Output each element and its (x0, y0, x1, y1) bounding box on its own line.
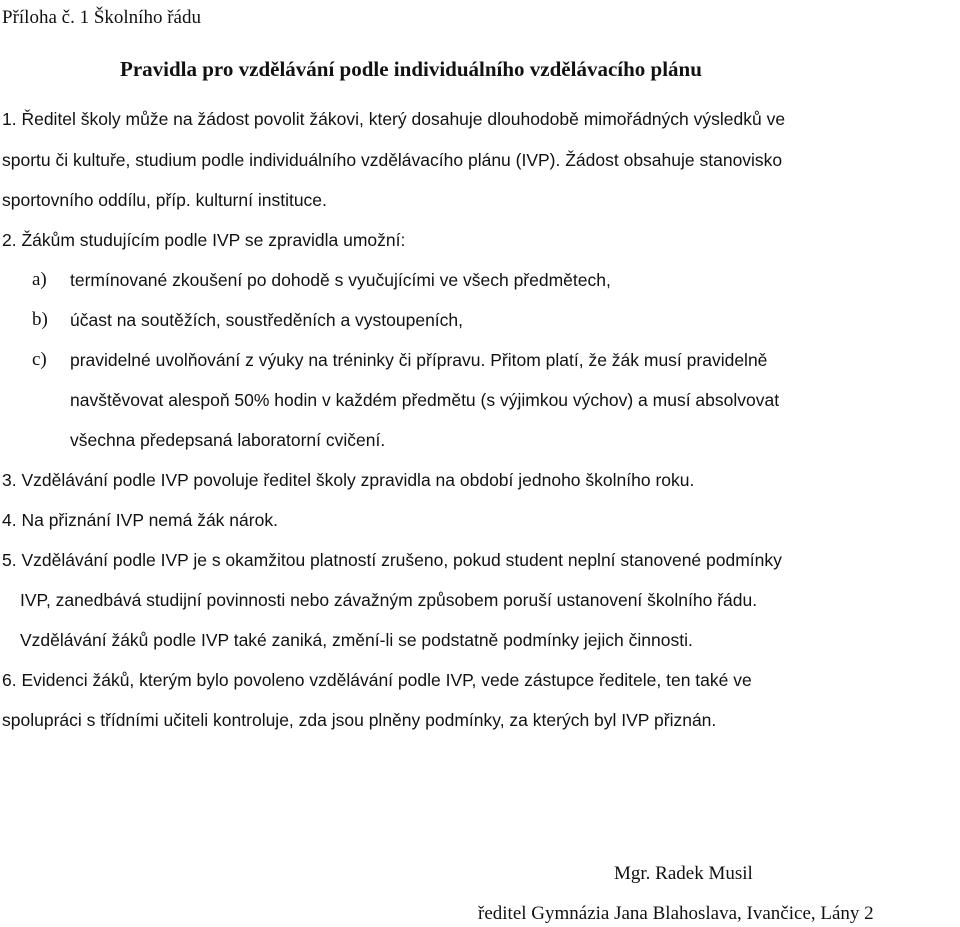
item-text: pravidelné uvolňování z výuky na tréninky či přípravu. Přitom platí, že žák musí pravidelně (70, 350, 768, 370)
rule-2-intro: 2. Žákům studujícím podle IVP se zpravidla umožní: (2, 230, 406, 250)
document-title: Pravidla pro vzdělávání podle individuálního vzdělávacího plánu (120, 57, 702, 81)
rule-3: 3. Vzdělávání podle IVP povoluje ředitel školy zpravidla na období jednoho školního roku. (2, 470, 695, 490)
rule-5-line: Vzdělávání žáků podle IVP také zaniká, změní-li se podstatně podmínky jejich činnosti. (20, 630, 693, 650)
item-label: c) (32, 349, 47, 370)
rule-5-line: 5. Vzdělávání podle IVP je s okamžitou platností zrušeno, pokud student neplní stanovené podmínky (2, 550, 782, 570)
signature-position: ředitel Gymnázia Jana Blahoslava, Ivančice, Lány 2 (478, 903, 874, 924)
item-text: termínované zkoušení po dohodě s vyučujícími ve všech předmětech, (70, 270, 611, 290)
rule-1-line: sportu či kultuře, studium podle individuálního vzdělávacího plánu (IVP). Žádost obsahuje stanovisko (2, 150, 783, 170)
item-label: b) (32, 309, 48, 330)
header-note: Příloha č. 1 Školního řádu (2, 7, 201, 28)
signature-name: Mgr. Radek Musil (614, 863, 753, 884)
rule-6-line: 6. Evidenci žáků, kterým bylo povoleno vzdělávání podle IVP, vede zástupce ředitele, ten také ve (2, 670, 752, 690)
item-text: účast na soutěžích, soustředěních a vystoupeních, (70, 310, 464, 330)
item-text: všechna předepsaná laboratorní cvičení. (70, 430, 386, 450)
rule-1-line: 1. Ředitel školy může na žádost povolit žákovi, který dosahuje dlouhodobě mimořádných výsledků ve (2, 109, 786, 129)
rule-6-line: spolupráci s třídními učiteli kontroluje, zda jsou plněny podmínky, za kterých byl IVP přiznán. (2, 710, 717, 730)
rule-5-line: IVP, zanedbává studijní povinnosti nebo závažným způsobem poruší ustanovení školního řádu. (20, 590, 758, 610)
rule-4: 4. Na přiznání IVP nemá žák nárok. (2, 510, 278, 530)
rule-1-line: sportovního oddílu, příp. kulturní instituce. (2, 190, 327, 210)
item-label: a) (32, 269, 47, 290)
item-text: navštěvovat alespoň 50% hodin v každém předmětu (s výjimkou výchov) a musí absolvovat (70, 390, 780, 410)
